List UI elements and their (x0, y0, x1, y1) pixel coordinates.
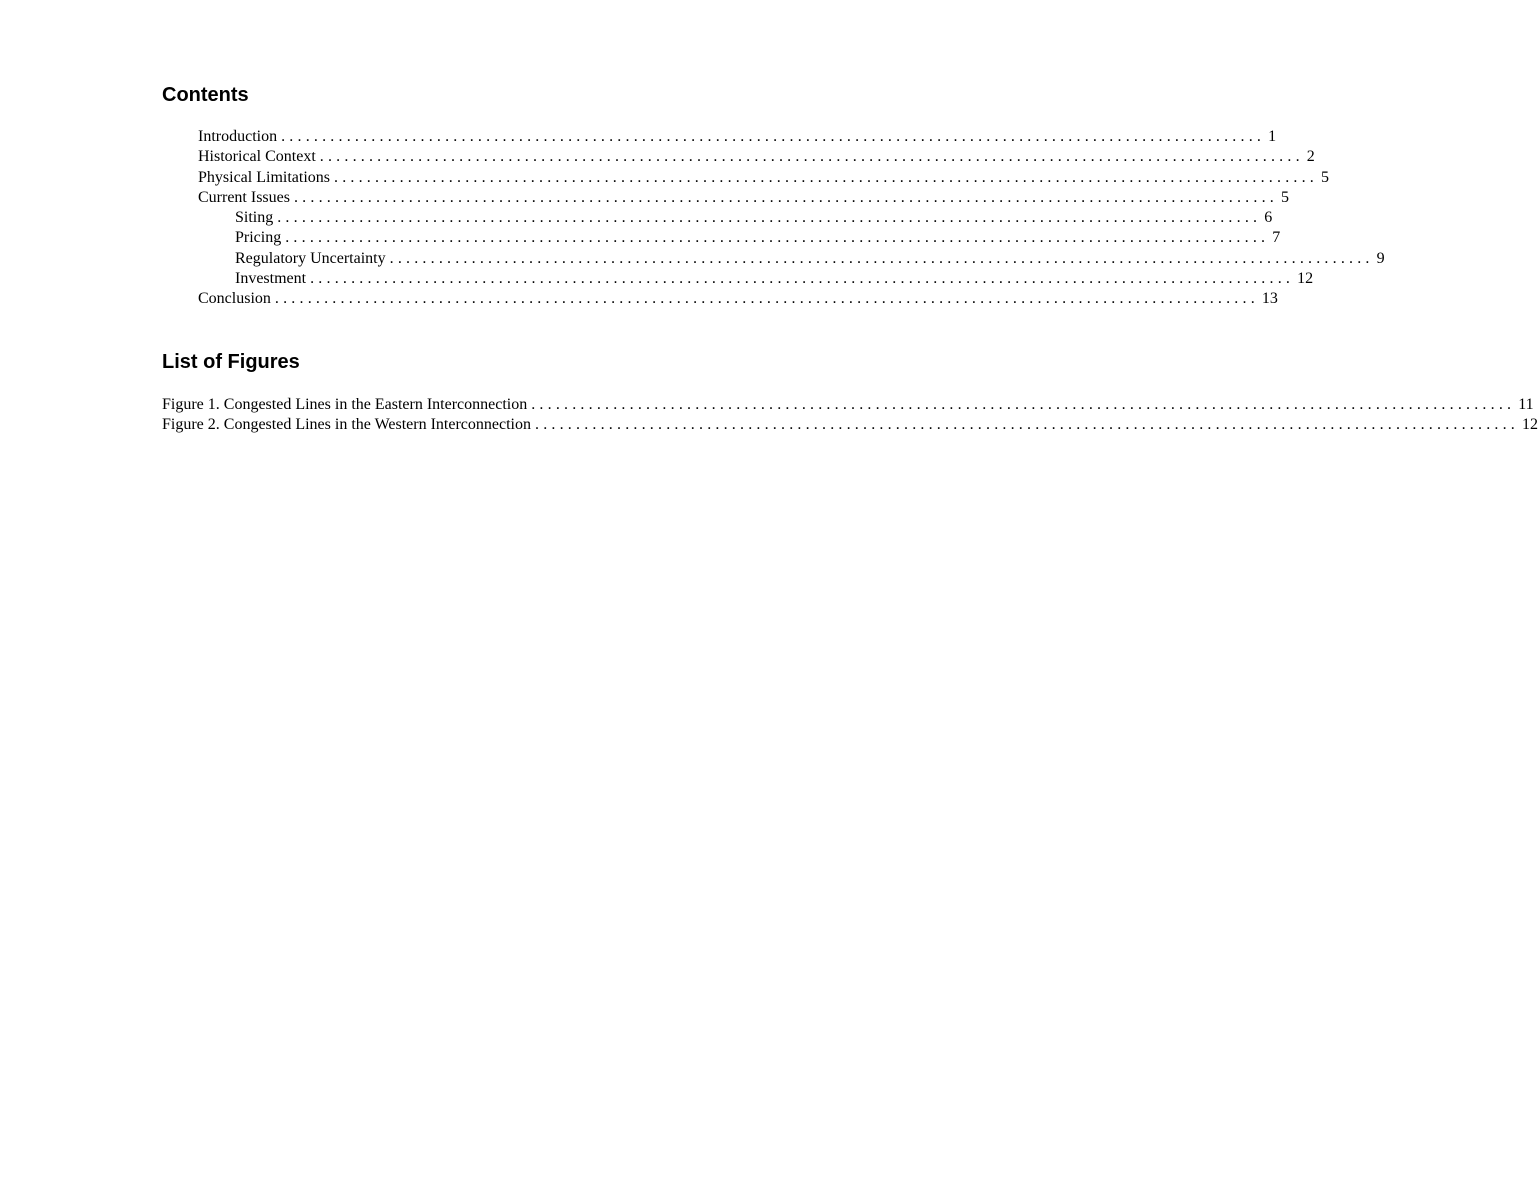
toc-entry-page: 13 (1261, 290, 1278, 308)
toc-entry-title: Historical Context (198, 147, 320, 167)
toc-leader-dots: ........................................................................................................................ (389, 249, 1374, 267)
toc-entry-historical-context[interactable] (198, 147, 1315, 167)
toc-entry-page: 2 (1306, 148, 1315, 166)
toc-leader-dots: ........................................................................................................................ (277, 209, 1262, 227)
toc-leader-dots: ........................................................................................................................ (310, 270, 1295, 288)
toc-entry-page: 12 (1297, 270, 1314, 288)
toc-entry-introduction[interactable] (198, 127, 1277, 147)
toc-entry-title: Pricing (235, 228, 285, 248)
toc-entry-page: 6 (1264, 209, 1273, 227)
toc-entry-title: Regulatory Uncertainty (235, 249, 390, 269)
toc-leader-dots: ........................................................................................................................ (531, 396, 1516, 413)
toc-entry-page: 5 (1321, 168, 1329, 186)
toc-entry-title: Physical Limitations (198, 168, 334, 188)
figure-entry-page: 11 (1518, 396, 1534, 413)
toc-entry-siting[interactable] (235, 208, 1273, 228)
figure-entry-title: Figure 2. Congested Lines in the Western Interconnection (162, 415, 535, 435)
toc-entry-conclusion[interactable] (198, 289, 1278, 309)
toc-leader-dots: ........................................................................................................................ (535, 416, 1519, 434)
figure-entry-page: 12 (1522, 416, 1538, 434)
toc-entry-investment[interactable] (235, 269, 1314, 289)
toc-entry-current-issues[interactable] (198, 188, 1289, 208)
toc-leader-dots: ........................................................................................................................ (281, 128, 1266, 145)
toc-leader-dots: ........................................................................................................................ (293, 188, 1278, 206)
figure-entry-1[interactable] (162, 395, 1534, 415)
toc-entry-physical-limitations[interactable] (198, 168, 1329, 188)
toc-entry-pricing[interactable] (235, 228, 1281, 248)
toc-entry-title: Siting (235, 208, 277, 228)
list-of-figures (0, 395, 1538, 436)
toc-entry-page: 9 (1376, 249, 1385, 267)
toc-entry-page: 7 (1272, 229, 1281, 247)
toc-leader-dots: ........................................................................................................................ (319, 148, 1304, 166)
toc-leader-dots: ........................................................................................................................ (285, 229, 1270, 247)
table-of-contents (0, 127, 1385, 310)
figure-entry-2[interactable] (162, 415, 1538, 435)
toc-entry-page: 1 (1268, 128, 1277, 145)
toc-entry-page: 5 (1280, 188, 1289, 206)
toc-leader-dots: ........................................................................................................................ (274, 290, 1259, 308)
figure-entry-title: Figure 1. Congested Lines in the Eastern Interconnection (162, 395, 531, 415)
toc-entry-title: Investment (235, 269, 310, 289)
toc-entry-regulatory-uncertainty[interactable] (235, 249, 1385, 269)
toc-entry-title: Introduction (198, 127, 281, 147)
toc-leader-dots: ........................................................................................................................ (334, 168, 1318, 186)
toc-entry-title: Current Issues (198, 188, 294, 208)
toc-entry-title: Conclusion (198, 289, 275, 309)
contents-heading: Contents (162, 84, 249, 106)
list-of-figures-heading: List of Figures (162, 351, 300, 373)
